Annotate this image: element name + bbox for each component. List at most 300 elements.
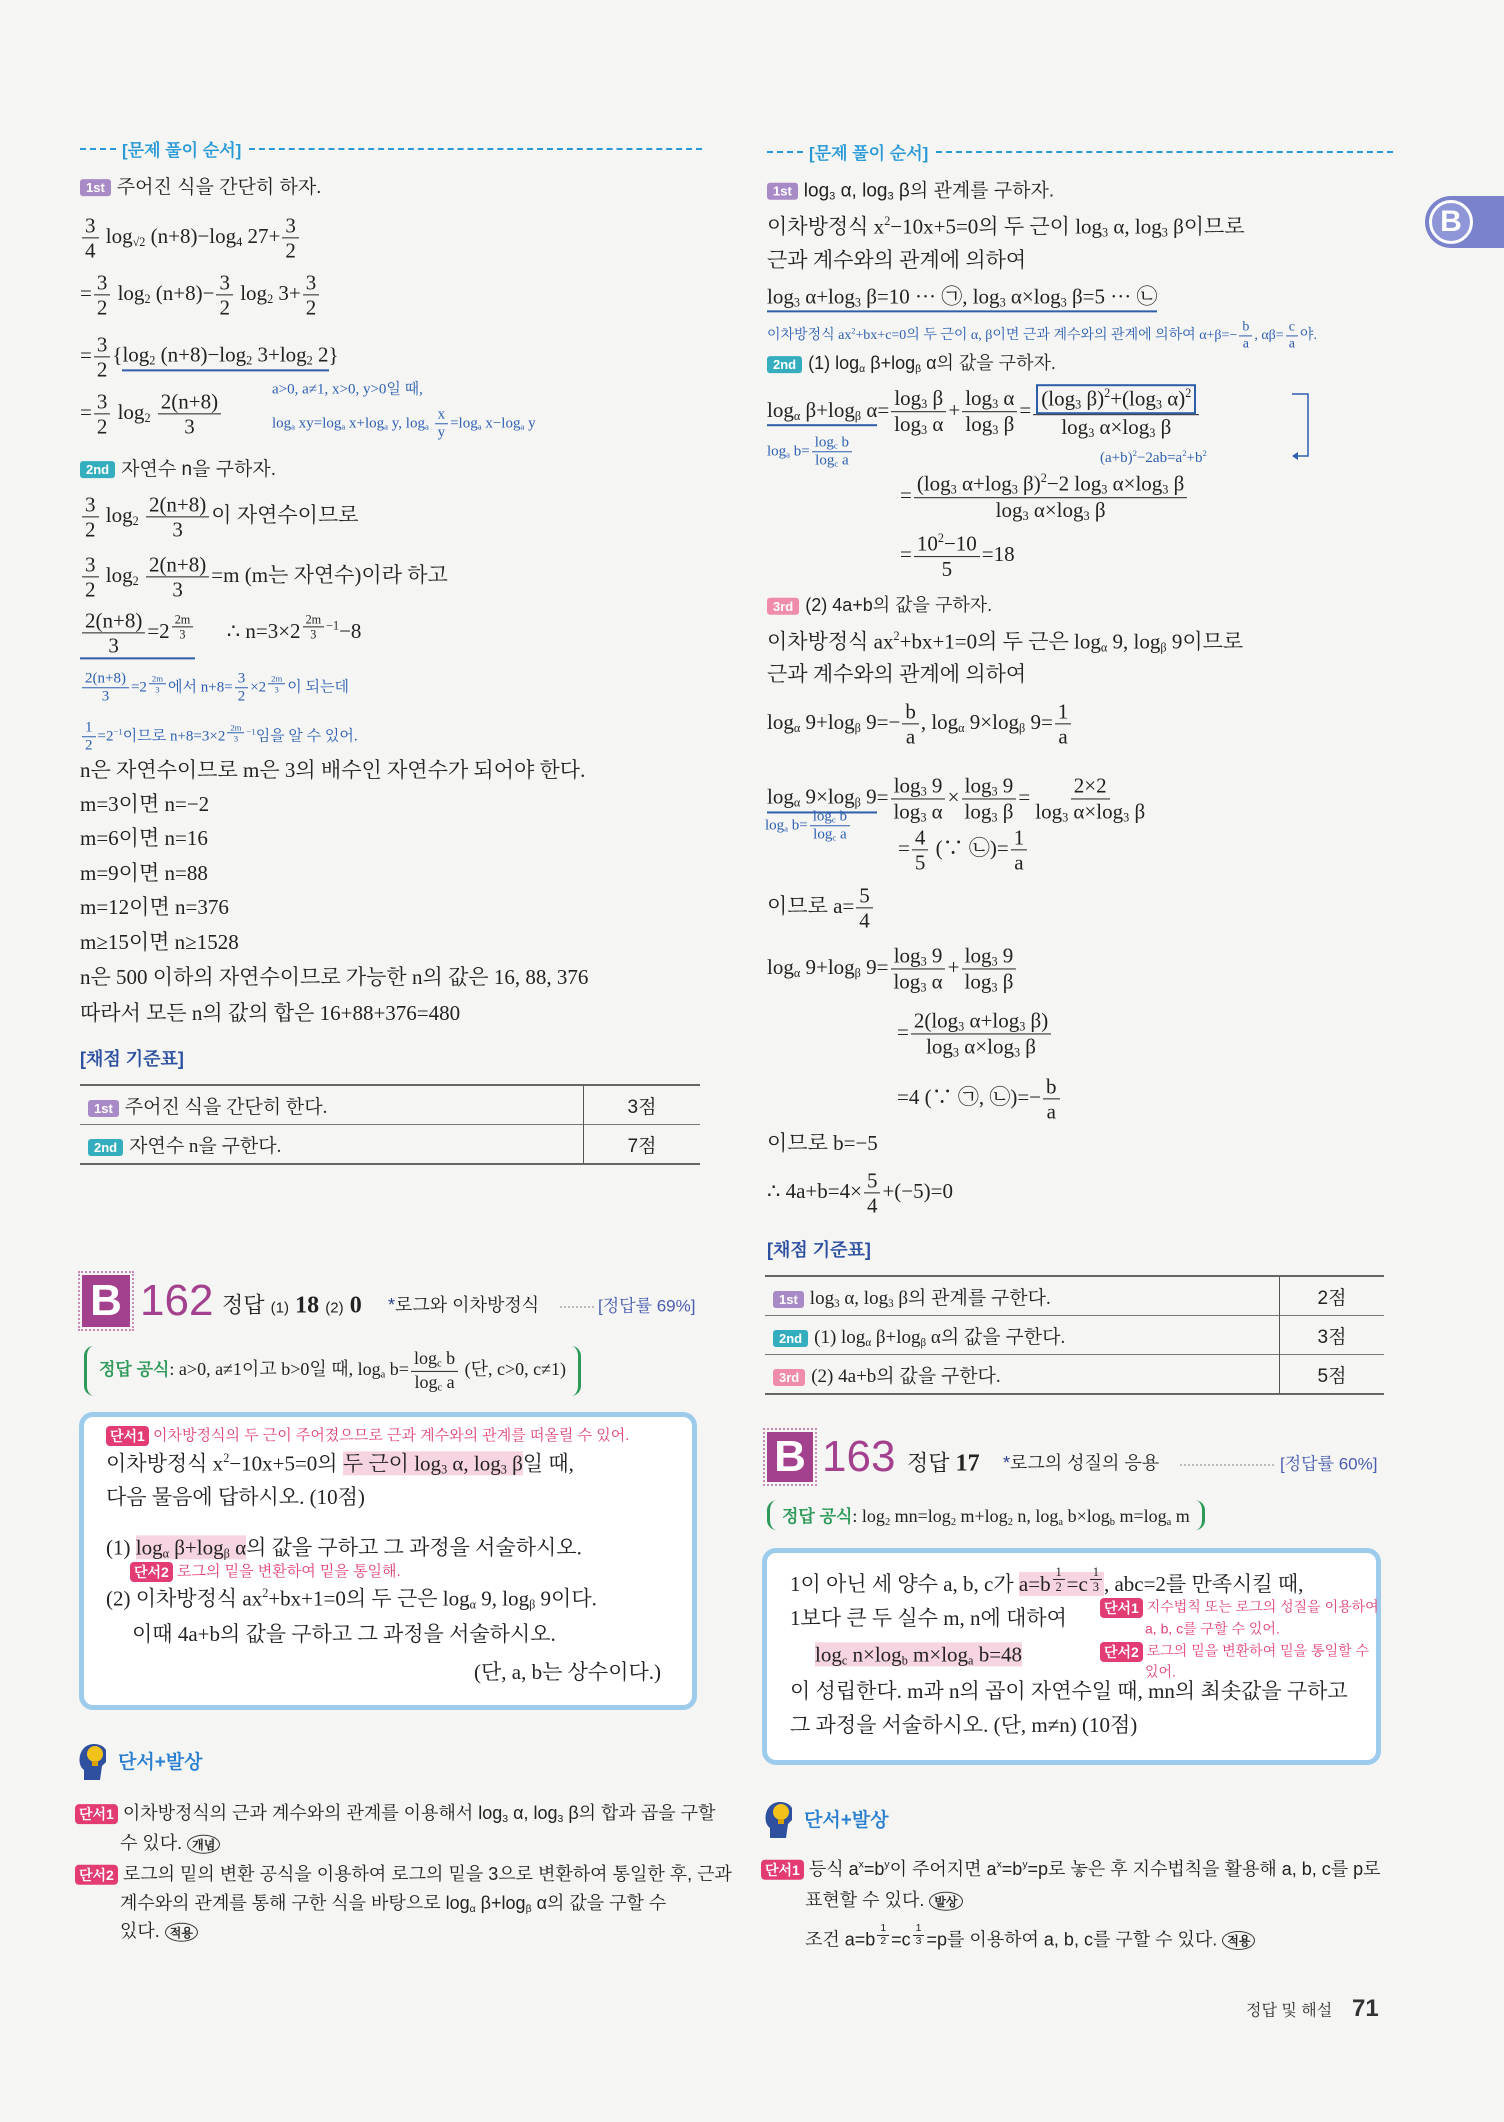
text: (n+8)−: [150, 280, 215, 305]
text: 3: [1101, 482, 1108, 497]
text: 3: [1123, 810, 1130, 825]
text: log: [767, 397, 794, 422]
denominator: [82, 738, 96, 755]
denominator: [105, 634, 122, 658]
text: β: [1168, 471, 1185, 496]
text: α의 값을 구한다.: [926, 1326, 1066, 1348]
text: 1: [1057, 699, 1069, 724]
text: 9: [860, 784, 877, 809]
text: log: [112, 280, 145, 305]
text: b=48: [973, 1642, 1023, 1667]
text: β: [1160, 640, 1167, 655]
text: 3: [179, 627, 186, 641]
text-line: [80, 791, 209, 817]
text: 2: [132, 513, 139, 528]
text: m=log: [1114, 1506, 1167, 1527]
numerator: [94, 389, 111, 414]
text: 1: [1092, 1564, 1099, 1579]
text: β의 관계를 구하자.: [893, 180, 1055, 202]
fraction: [82, 670, 129, 706]
clue-note: [106, 1426, 629, 1446]
math-line: [767, 384, 1201, 440]
numerator: [146, 552, 209, 577]
text: +bx+1=0의 두 근은 log: [899, 629, 1101, 654]
text: −10x+5=0의 두 근이 log: [890, 214, 1103, 239]
denominator: [1032, 799, 1148, 824]
hint-title: [76, 1740, 203, 1780]
denominator: [303, 296, 320, 320]
text: log: [964, 773, 992, 798]
hint-line: [75, 1863, 732, 1886]
header-label: [문제 풀이 순서]: [122, 141, 242, 160]
hint-title-label: 단서+발상: [804, 1809, 889, 1831]
text: ×2: [250, 679, 267, 696]
numerator: [911, 1008, 1051, 1034]
text: 3: [887, 190, 894, 203]
text-line: [80, 894, 229, 920]
text: 5: [941, 556, 953, 581]
text: α: [861, 397, 878, 422]
hint-line: [120, 1892, 666, 1916]
section-b-icon: B: [1429, 200, 1473, 244]
text: 의 값을 구하고 그 과정을 서술하시오.: [246, 1535, 582, 1560]
math-line: [80, 552, 448, 601]
text: (단, a, b는 상수이다.): [474, 1659, 662, 1684]
text: 로그의 밑을 변환하여 밑을 통일할 수: [1142, 1642, 1370, 1659]
text: β: [1089, 497, 1106, 522]
denominator: [993, 498, 1109, 523]
text: 3: [999, 295, 1006, 310]
step-badge: 3rd: [773, 1369, 805, 1386]
math-line: [767, 943, 1018, 994]
text: b: [905, 699, 916, 724]
text: 다음 물음에 답하시오. (10점): [106, 1484, 365, 1509]
text: log: [100, 502, 133, 527]
text: log: [809, 1287, 835, 1309]
text: a: [968, 1653, 974, 1668]
text: 따라서 모든 n의 값의 합은 16+88+376=480: [80, 1000, 461, 1025]
fraction: [82, 608, 145, 657]
text: a: [786, 449, 791, 460]
superscript: [1051, 1564, 1067, 1594]
numerator: [235, 670, 249, 688]
step-2-heading: [767, 352, 1056, 376]
fraction: [914, 471, 1187, 523]
score: 2점: [1280, 1276, 1385, 1316]
numerator: [891, 773, 946, 799]
text: β: [1018, 720, 1026, 735]
blue-note: [80, 670, 349, 706]
text: 이므로 n+8=3×2: [122, 728, 226, 745]
text: 3: [85, 552, 96, 577]
denominator: [962, 970, 1017, 995]
denominator: [939, 557, 956, 581]
text: log: [964, 943, 992, 968]
text: β: [854, 795, 861, 810]
text: 3: [219, 270, 230, 295]
text: 이 되는데: [287, 679, 349, 696]
boxed-expression: [1036, 384, 1196, 414]
text: 3: [1102, 225, 1109, 240]
text: =18: [981, 541, 1015, 566]
text: log: [234, 280, 268, 305]
text: 이 성립한다. m과 n의 곱이 자연수일 때, mn의 최솟값을 구하고: [790, 1678, 1348, 1703]
math-line: [80, 213, 301, 262]
text: ×: [947, 784, 960, 809]
fraction: [303, 612, 325, 641]
text: α: [927, 412, 944, 437]
category-tag: 발상: [929, 1892, 962, 1911]
text-line: [80, 757, 585, 783]
text: 3: [834, 1297, 840, 1310]
text: 9: [926, 943, 943, 968]
text: α: [469, 1903, 476, 1915]
text: −1: [246, 726, 256, 737]
fraction: [1286, 319, 1298, 352]
text: 3+log: [252, 342, 307, 367]
fraction: [216, 270, 233, 319]
fraction: [282, 213, 299, 262]
text: 3: [233, 732, 239, 743]
denominator: [864, 1194, 881, 1218]
text: 3: [184, 414, 195, 439]
superscript: [301, 611, 340, 641]
text: log: [122, 342, 150, 367]
fraction: [877, 1923, 889, 1948]
text: 3: [96, 332, 108, 357]
text: β: [1020, 1034, 1036, 1059]
text: m: [1171, 1506, 1190, 1527]
text: 이때 4a+b의 값을 구하고 그 과정을 서술하시오.: [132, 1621, 556, 1646]
text: 1: [915, 1922, 922, 1934]
section-tab-b[interactable]: [1425, 196, 1504, 248]
text: 2: [144, 291, 151, 306]
text: log: [893, 799, 921, 824]
solution-steps-header: [767, 139, 1393, 164]
superscript: [225, 721, 256, 743]
text: 3: [1013, 1045, 1021, 1060]
text: 2(n+8): [85, 670, 126, 687]
text: α, log: [447, 1451, 501, 1476]
text: [139, 503, 144, 527]
text: 2: [85, 517, 96, 542]
text: 3: [1155, 397, 1162, 412]
text: 2: [851, 326, 856, 336]
numerator: [856, 883, 873, 908]
numerator: [149, 673, 166, 684]
denominator: [903, 725, 918, 749]
text: log: [135, 1535, 163, 1560]
text: +(−5)=0: [882, 1178, 953, 1203]
text: β): [1025, 1008, 1049, 1033]
text: }: [328, 342, 339, 367]
text: log: [964, 799, 992, 824]
problem-number: 163: [822, 1432, 896, 1481]
highlighted-text: [1018, 1564, 1104, 1596]
text: a: [1166, 1516, 1172, 1528]
text: α×log: [1005, 284, 1061, 309]
text: β: [506, 1451, 523, 1476]
numerator: [268, 673, 285, 684]
text: α의 값을 구하자.: [921, 353, 1056, 374]
text: 2: [306, 353, 313, 368]
text: α×log: [1068, 799, 1124, 824]
hint-line: [805, 1923, 1255, 1951]
text: c: [832, 832, 837, 843]
text: c: [436, 1358, 442, 1370]
text: 있어.: [1145, 1663, 1176, 1680]
text: a: [477, 421, 482, 432]
category-tag: 적용: [1222, 1931, 1255, 1950]
text: y: [437, 424, 446, 441]
denominator: [94, 296, 111, 320]
text: 2: [237, 688, 246, 705]
numerator: [227, 722, 244, 733]
blue-note: [767, 434, 854, 470]
text: 9이므로: [1166, 629, 1244, 654]
text: 2: [305, 295, 317, 320]
text: c: [831, 814, 836, 825]
text: 3: [96, 389, 108, 414]
underlined-expression: [80, 608, 195, 659]
solution-steps-header: [80, 136, 702, 161]
text: 2: [1055, 1579, 1062, 1594]
blue-note: [272, 406, 536, 442]
blue-note: [765, 808, 852, 844]
denominator: [877, 1936, 889, 1948]
text: β: [997, 969, 1014, 994]
footer-label: 정답 및 해설: [1246, 2002, 1333, 2020]
text: α×log: [1094, 414, 1150, 439]
text: β+log: [168, 1535, 224, 1560]
numerator: [812, 434, 852, 452]
text: b=: [788, 817, 808, 834]
text: 1: [85, 719, 93, 736]
text: log: [767, 784, 794, 809]
score: 3점: [1280, 1316, 1385, 1355]
text: mn=log: [890, 1506, 951, 1527]
text: α, log: [839, 1287, 889, 1309]
numerator: [82, 670, 129, 688]
text: b: [1046, 1074, 1057, 1099]
text: 3: [992, 423, 999, 438]
numerator: [1043, 1074, 1060, 1099]
text: log: [803, 180, 830, 202]
text-line: [767, 247, 1026, 273]
text: +b: [1186, 450, 1203, 467]
text: 2(log: [913, 1008, 959, 1033]
text: α, log: [1108, 214, 1162, 239]
text: −10x+5=0의: [229, 1451, 343, 1476]
level-b-badge: B: [82, 1275, 130, 1327]
criterion: [129, 1136, 281, 1157]
step-1-heading: [767, 180, 1054, 205]
text: 3: [1083, 508, 1090, 523]
text: β: [854, 965, 861, 980]
text: xy=log: [295, 415, 342, 432]
highlighted-text: [343, 1451, 523, 1475]
text: 3: [285, 213, 296, 238]
text: a: [1058, 724, 1068, 749]
clue-badge: 단서1: [1100, 1598, 1143, 1618]
text: 2(n+8): [148, 492, 207, 517]
text: α: [998, 386, 1015, 411]
text: 3: [557, 1813, 564, 1825]
problem-text: [106, 1534, 582, 1561]
fraction: [172, 612, 194, 641]
text: =b: [1001, 1858, 1023, 1879]
text: : log: [852, 1506, 885, 1527]
numerator: [435, 406, 449, 424]
text: b: [1109, 1516, 1115, 1528]
numerator: [303, 612, 325, 627]
denominator: [82, 578, 99, 602]
text: −1: [113, 726, 123, 737]
text: 2: [262, 1585, 269, 1600]
fraction: [810, 808, 850, 844]
problem-text: [790, 1565, 1303, 1597]
numerator: [810, 808, 850, 826]
text: 2: [219, 295, 230, 320]
text: c: [834, 458, 839, 469]
text: log: [1035, 799, 1063, 824]
denominator: [307, 627, 319, 641]
text: β+log: [475, 1893, 526, 1914]
text: (∵ ㉡)=: [930, 835, 1009, 860]
fraction: [1090, 1565, 1102, 1594]
underlined-expression: [767, 283, 1157, 312]
score: 7점: [584, 1125, 701, 1165]
text: log: [767, 954, 794, 979]
step-badge: 2nd: [773, 1330, 808, 1347]
text: 2: [1202, 448, 1207, 459]
math-line: [897, 1008, 1053, 1059]
denominator: [169, 518, 186, 542]
numerator: [902, 699, 919, 724]
text: (log: [1041, 386, 1076, 411]
fraction: [411, 1348, 458, 1394]
text: 2: [149, 353, 156, 368]
text: c: [437, 1382, 443, 1394]
text: (n+8)−log: [145, 223, 237, 248]
denominator: [231, 733, 241, 743]
text: α: [859, 363, 866, 375]
text: m=6이면 n=16: [80, 825, 208, 850]
denominator: [962, 800, 1017, 825]
topic-label: 로그와 이차방정식: [395, 1295, 540, 1315]
text: log: [272, 415, 292, 432]
dotted-leader: [560, 1306, 594, 1308]
numerator: [891, 943, 946, 969]
math-line: [80, 332, 339, 381]
text: (log: [916, 471, 951, 496]
text: a: [1014, 850, 1024, 875]
text: 3: [991, 954, 998, 969]
text: 주어진 식을 간단히 한다.: [124, 1096, 328, 1118]
denominator: [912, 851, 929, 875]
clue-note: [130, 1562, 401, 1582]
text: m=3이면 n=−2: [80, 791, 210, 816]
topic: [388, 1291, 539, 1317]
answer-value: 0: [349, 1292, 362, 1319]
denominator: [94, 415, 111, 439]
numerator: [1011, 825, 1028, 850]
denominator: [962, 412, 1017, 437]
denominator: [1286, 337, 1298, 353]
text: b: [441, 1347, 456, 1368]
criterion: [814, 1327, 1065, 1348]
fraction: [146, 492, 209, 541]
problem-number: 162: [140, 1276, 214, 1325]
text: 3: [155, 683, 160, 694]
text: b=: [790, 443, 810, 460]
denominator: [1044, 1100, 1059, 1124]
superscript: [1088, 1564, 1104, 1594]
text: log: [765, 817, 785, 834]
fraction: [235, 670, 249, 706]
text: 이차방정식 ax: [767, 629, 894, 654]
text: α×log: [959, 1034, 1014, 1059]
fraction: [902, 699, 919, 748]
text: 9: [926, 773, 943, 798]
text: 이차방정식 ax: [767, 328, 852, 344]
text: β: [1155, 414, 1172, 439]
blue-note: [272, 381, 423, 400]
text: 3: [441, 1462, 448, 1477]
step-3-heading: [767, 594, 992, 617]
text: 2: [884, 1516, 891, 1528]
text: b=: [385, 1359, 409, 1380]
text: 2: [950, 1516, 957, 1528]
text: 3: [991, 784, 998, 799]
denominator: [913, 1936, 925, 1948]
text: =b: [863, 1858, 885, 1879]
text: 이차방정식의 근과 계수와의 관계를 이용해서 log: [117, 1803, 503, 1824]
math-line: [897, 1074, 1062, 1123]
text: −1: [326, 618, 340, 633]
clue-badge: 단서1: [761, 1860, 804, 1880]
text: 3: [992, 397, 999, 412]
text: α: [865, 1336, 872, 1349]
text: 근과 계수와의 관계에 의하여: [767, 247, 1027, 272]
scoring-title: [채점 기준표]: [767, 1240, 871, 1260]
table-row: [765, 1316, 1384, 1355]
text: , log: [920, 709, 959, 734]
clue-note: [1145, 1663, 1176, 1681]
fraction: [158, 389, 221, 438]
scoring-table: [765, 1275, 1384, 1395]
blue-note: [1100, 448, 1207, 468]
text: 3: [1092, 1579, 1099, 1594]
text: 2: [96, 414, 108, 439]
step-badge: 3rd: [767, 598, 799, 615]
text: 2: [1182, 448, 1187, 459]
scoring-table: [80, 1084, 700, 1165]
fraction: [435, 406, 449, 442]
numerator: [1033, 384, 1199, 415]
text: 3: [920, 980, 927, 995]
numerator: [891, 386, 946, 412]
text: x: [858, 1859, 864, 1871]
text: y, log: [388, 415, 425, 432]
text: α: [162, 1546, 169, 1561]
text: 3: [108, 633, 119, 658]
denominator: [216, 296, 233, 320]
numerator: [914, 471, 1187, 498]
fraction: [94, 389, 111, 438]
fraction: [146, 552, 209, 601]
text: 1보다 큰 두 실수 m, n에 대하여: [790, 1605, 1067, 1630]
